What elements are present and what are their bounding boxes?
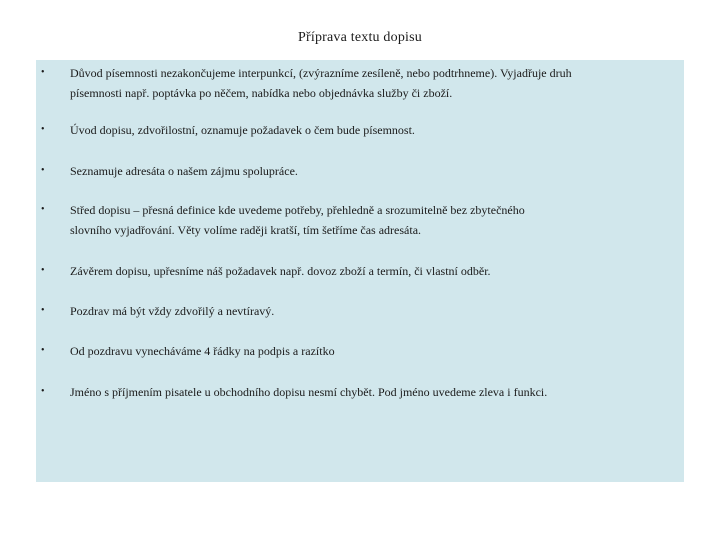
bullet-icon: • [41,386,45,397]
bullet-icon: • [41,204,45,215]
bullet-icon: • [41,67,45,78]
bullet-icon: • [41,124,45,135]
list-item-text: Jméno s příjmením pisatele u obchodního dopisu nesmí chybět. Pod jméno uvedeme zleva i funkci. [70,385,548,399]
content-box [36,60,684,482]
list-item-text: Seznamuje adresáta o našem zájmu spolupráce. [70,164,298,178]
list-item-text: Úvod dopisu, zdvořilostní, oznamuje požadavek o čem bude písemnost. [70,123,415,137]
bullet-icon: • [41,305,45,316]
bullet-icon: • [41,165,45,176]
bullet-icon: • [41,345,45,356]
list-item-text: Důvod písemnosti nezakončujeme interpunkcí, (zvýrazníme zesíleně, nebo podtrhneme). Vyjadřuje druh písemnosti např. poptávka po něčem, nabídka nebo objednávka služby či zboží. [70,66,572,100]
list-item-text: Střed dopisu – přesná definice kde uvedeme potřeby, přehledně a srozumitelně bez zbytečného slovního vyjadřování. Věty volíme raději kratší, tím šetříme čas adresáta. [70,203,525,237]
list-item-text: Od pozdravu vynecháváme 4 řádky na podpis a razítko [70,344,335,358]
list-item-text: Pozdrav má být vždy zdvořilý a nevtíravý. [70,304,275,318]
bullet-icon: • [41,265,45,276]
list-item-text: Závěrem dopisu, upřesníme náš požadavek např. dovoz zboží a termín, či vlastní odběr. [70,264,491,278]
page-title: Příprava textu dopisu [298,30,422,45]
